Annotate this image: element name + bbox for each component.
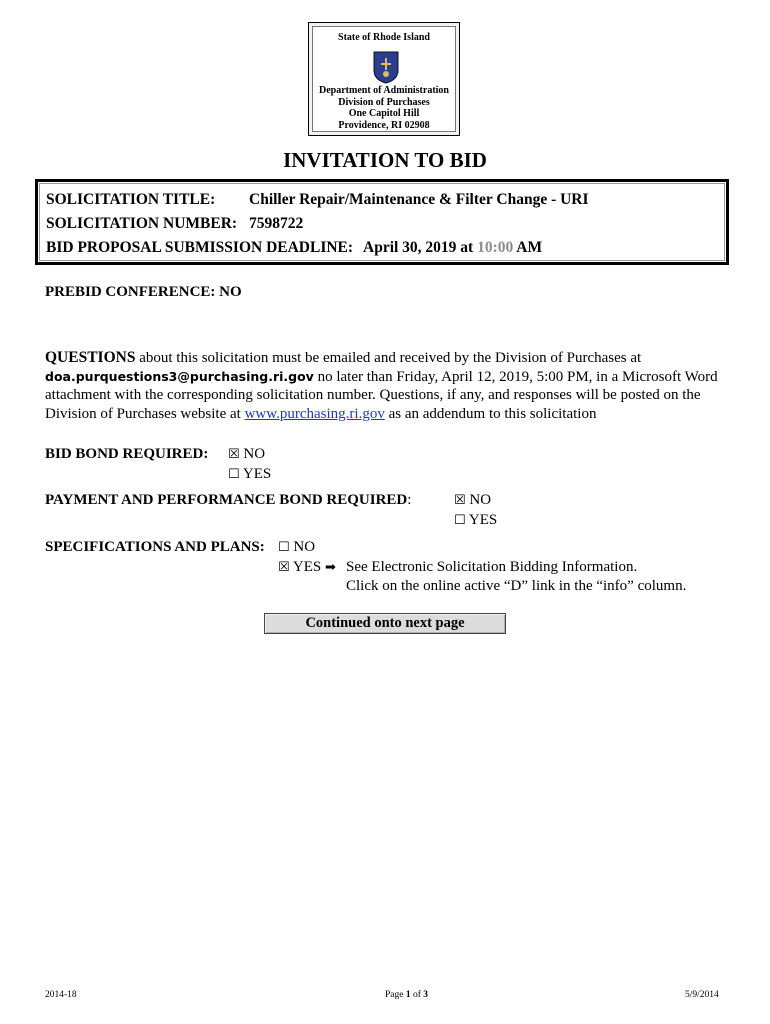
- seal-address: [313, 85, 455, 131]
- payment-bond-no-label: NO: [469, 492, 492, 508]
- prebid-conference: PREBID CONFERENCE: NO: [45, 284, 242, 300]
- footer-date: 5/9/2014: [685, 990, 719, 1000]
- solicitation-number-value: 7598722: [249, 215, 304, 232]
- page-of: of: [410, 990, 424, 1000]
- checkbox-empty-icon[interactable]: ☐: [454, 513, 466, 528]
- solicitation-title-value: Chiller Repair/Maintenance & Filter Change - URI: [249, 191, 589, 208]
- questions-text5: as an addendum to this solicitation: [384, 405, 597, 422]
- page-prefix: Page: [385, 990, 406, 1000]
- seal-inner: [312, 26, 456, 132]
- questions-paragraph: [45, 349, 745, 423]
- questions-line3: attachment with the corresponding solicitation number. Questions, if any, and responses will be posted on the: [45, 387, 701, 403]
- deadline-label: BID PROPOSAL SUBMISSION DEADLINE:: [46, 239, 354, 256]
- page-current: 1: [405, 990, 411, 1000]
- payment-bond-option-yes[interactable]: [454, 512, 497, 529]
- specs-option-no[interactable]: [278, 539, 315, 556]
- checkbox-empty-icon[interactable]: ☐: [278, 540, 290, 555]
- bid-bond-option-yes[interactable]: [228, 466, 271, 483]
- bid-bond-no-label: NO: [243, 446, 266, 462]
- payment-bond-label: [45, 492, 411, 509]
- payment-bond-option-no[interactable]: [454, 492, 491, 509]
- arrow-right-icon: ➡: [324, 560, 336, 575]
- specs-label: SPECIFICATIONS AND PLANS:: [45, 539, 265, 555]
- page-total: 3: [423, 990, 429, 1000]
- seal-address-line1: One Capitol Hill: [348, 108, 420, 119]
- deadline-date: April 30, 2019 at: [363, 239, 478, 256]
- checkbox-checked-icon[interactable]: ☒: [228, 447, 240, 462]
- checkbox-empty-icon[interactable]: ☐: [228, 467, 240, 482]
- state-seal-icon: [371, 50, 401, 84]
- payment-bond-label-text: PAYMENT AND PERFORMANCE BOND REQUIRED: [45, 492, 408, 508]
- seal-department: Department of Administration: [319, 85, 449, 96]
- questions-email[interactable]: doa.purquestions3@purchasing.ri.gov: [45, 368, 314, 384]
- questions-line2: [45, 368, 745, 387]
- payment-bond-yes-label: YES: [468, 512, 498, 528]
- payment-bond-colon: :: [407, 492, 412, 508]
- bid-bond-yes-label: YES: [242, 466, 272, 482]
- footer-page-number: [385, 990, 428, 1000]
- questions-line1: [45, 349, 745, 368]
- purchasing-website-link[interactable]: www.purchasing.ri.gov: [244, 405, 385, 422]
- specs-yes-label: YES: [292, 559, 322, 575]
- document-title: INVITATION TO BID: [283, 148, 487, 172]
- specs-no-label: NO: [293, 539, 316, 555]
- questions-lead: QUESTIONS: [45, 349, 136, 366]
- deadline-ampm: AM: [513, 239, 543, 256]
- questions-text1: about this solicitation must be emailed and received by the Division of Purchases at: [135, 350, 642, 366]
- questions-text2: no later than Friday, April 12, 2019, 5:00 PM, in a Microsoft Word: [313, 368, 718, 385]
- deadline-value: [363, 239, 542, 257]
- specs-info-line1: See Electronic Solicitation Bidding Information.: [346, 559, 638, 575]
- checkbox-checked-icon[interactable]: ☒: [278, 560, 290, 575]
- footer-form-number: 2014-18: [45, 990, 77, 1000]
- seal-header: [308, 22, 460, 136]
- solicitation-box: [35, 179, 729, 265]
- seal-state: State of Rhode Island: [338, 32, 430, 43]
- solicitation-number-label: SOLICITATION NUMBER:: [46, 215, 238, 232]
- deadline-time: 10:00: [477, 239, 514, 256]
- continued-next-page-button[interactable]: Continued onto next page: [264, 613, 506, 634]
- seal-address-line2: Providence, RI 02908: [338, 119, 430, 131]
- specs-option-yes[interactable]: [278, 559, 336, 576]
- solicitation-title-label: SOLICITATION TITLE:: [46, 191, 216, 208]
- bid-bond-option-no[interactable]: [228, 446, 265, 463]
- questions-text4: Division of Purchases website at: [45, 405, 245, 422]
- specs-info-line2: Click on the online active “D” link in the “info” column.: [346, 578, 687, 594]
- checkbox-checked-icon[interactable]: ☒: [454, 493, 466, 508]
- bid-bond-label: BID BOND REQUIRED:: [45, 446, 209, 462]
- questions-line4: [45, 405, 745, 424]
- seal-division: Division of Purchases: [338, 96, 430, 108]
